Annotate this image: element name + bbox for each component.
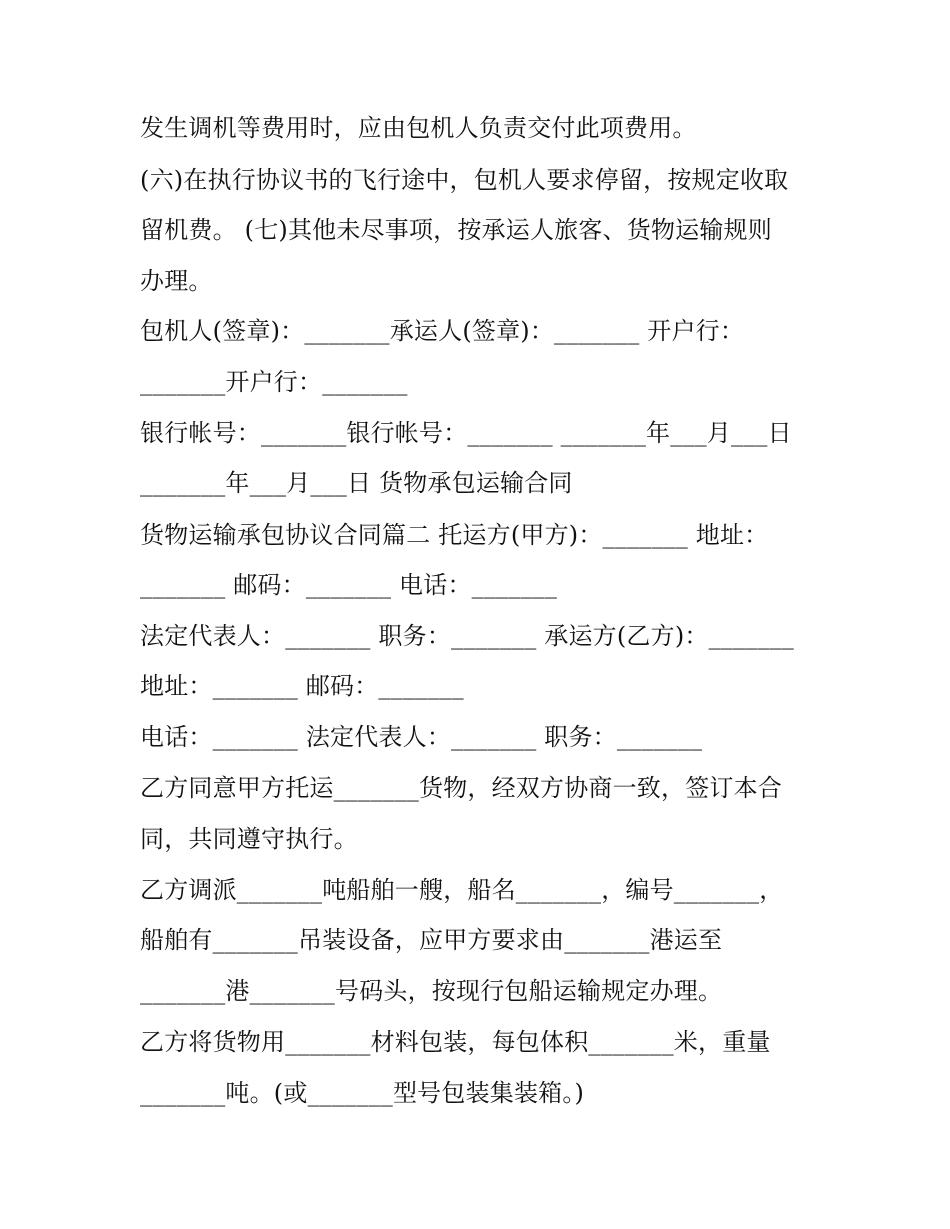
text-line: _______港_______号码头，按现行包船运输规定办理。: [140, 977, 723, 1005]
text-line: 包机人(签章)：_______承运人(签章)：_______ 开户行：: [140, 317, 745, 345]
text-line: _______ 邮码：_______ 电话：_______: [140, 571, 558, 599]
text-line: 留机费。 (七)其他未尽事项，按承运人旅客、货物运输规则: [140, 216, 772, 244]
text-line: 地址：_______ 邮码：_______: [140, 672, 464, 700]
text-line: 法定代表人：_______ 职务：_______ 承运方(乙方)：_______: [140, 622, 794, 650]
text-line: 银行帐号：_______银行帐号：_______ _______年___月___日: [140, 419, 792, 447]
text-line: 同，共同遵守执行。: [140, 825, 358, 853]
text-line: 乙方同意甲方托运_______货物，经双方协商一致，签订本合: [140, 774, 782, 802]
text-line: _______吨。(或_______型号包装集装箱。): [140, 1079, 585, 1107]
text-line: _______开户行：_______: [140, 368, 408, 396]
text-line: 乙方调派_______吨船舶一艘，船名_______，编号_______，: [140, 876, 784, 904]
text-line: 发生调机等费用时，应由包机人负责交付此项费用。: [140, 114, 697, 142]
text-line: 办理。: [140, 267, 213, 295]
text-line: (六)在执行协议书的飞行途中，包机人要求停留，按规定收取: [140, 166, 789, 194]
text-line: _______年___月___日 货物承包运输合同: [140, 469, 573, 497]
text-line: 船舶有_______吊装设备，应甲方要求由_______港运至: [140, 926, 723, 954]
text-line: 货物运输承包协议合同篇二 托运方(甲方)：_______ 地址：: [140, 521, 769, 549]
text-line: 电话：_______ 法定代表人：_______ 职务：_______: [140, 723, 703, 751]
text-line: 乙方将货物用_______材料包装，每包体积_______米，重量: [140, 1028, 771, 1056]
